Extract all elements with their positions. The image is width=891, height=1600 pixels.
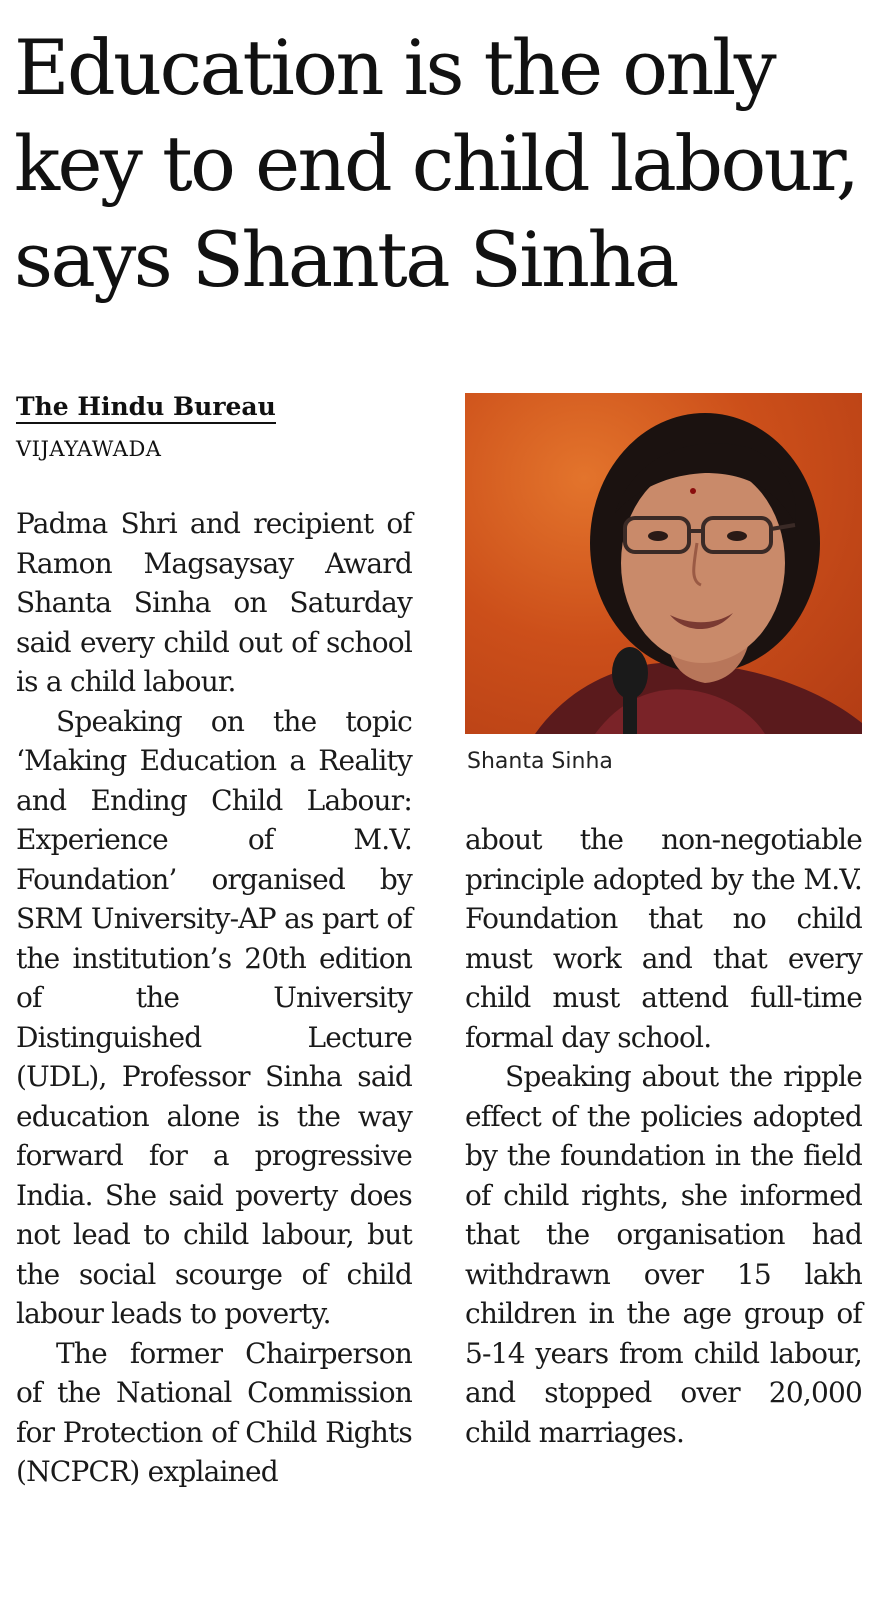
portrait-illustration	[465, 393, 862, 734]
portrait-photo	[465, 393, 862, 734]
byline: The Hindu Bureau	[16, 392, 276, 424]
paragraph-5: Speaking about the ripple effect of the policies adopted by the foundation in the field of child rights, she informed that the organisation had withdrawn over 15 lakh children in the age group of 5-14 years from child labour, and stopped over 20,000 child marriages.	[465, 1060, 862, 1449]
photo-caption: Shanta Sinha	[467, 749, 613, 774]
dateline: VIJAYAWADA	[16, 437, 162, 461]
headline-line-3: says Shanta Sinha	[14, 215, 677, 304]
paragraph-2: Speaking on the topic ‘Making Education a Reality and Ending Child Labour: Experience of M.V. Foundation’ organised by SRM University-AP as part of the institution’s 20th edition of the University Distinguished Lecture (UDL), Professor Sinha said education alone is the way forward for a progressive India. She said poverty does not lead to child labour, but the social scourge of child labour leads to poverty.	[16, 704, 412, 1330]
headline	[14, 20, 884, 308]
paragraph-1: Padma Shri and recipient of Ramon Magsaysay Award Shanta Sinha on Saturday said every child out of school is a child labour.	[16, 507, 412, 698]
article-body-right-column	[465, 820, 862, 1452]
headline-line-1: Education is the only	[14, 23, 775, 112]
paragraph-3: The former Chairperson of the National Commission for Protection of Child Rights (NCPCR) explained	[16, 1336, 412, 1488]
article-body-left-column	[16, 504, 412, 1492]
paragraph-4: about the non-negotiable principle adopted by the M.V. Foundation that no child must work and that every child must attend full-time formal day school.	[465, 823, 862, 1054]
headline-line-2: key to end child labour,	[14, 119, 858, 208]
